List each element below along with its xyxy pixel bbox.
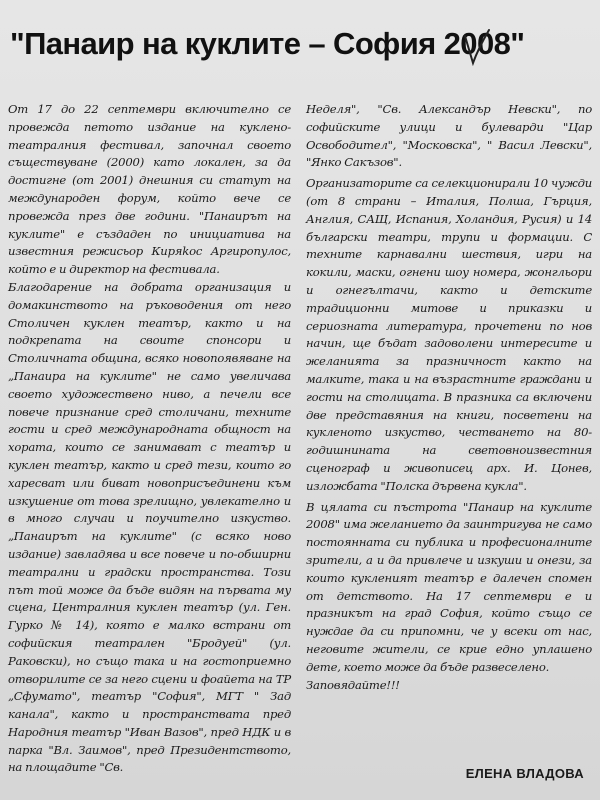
article-title: "Панаир на куклите – София 2008" [10,26,525,61]
author-byline: ЕЛЕНА ВЛАДОВА [465,766,584,781]
paragraph: В цялата си пъстрота "Панаир на куклите 2008" има желанието да заинтригува не само постоянната си публика и професионалните зрители, а и да привлече и изкуши и онези, за които кукленият театър е далечен спомен от детството. На 17 септември е и празникът на град София, който също се нуждае да си припомни, че у всеки от нас, неговите жители, се крие едно уплашено дете, което може да бъде развеселено. [306,499,592,674]
paragraph: От 17 до 22 септември включително се провежда петото издание на кукленo-театралния фестивал, започнал своето съществуване (2000) като локален, за да достигне (от 2001) днешния си статут на международен форум, който вече се провежда през две години. "Панаирът на куклите" е създаден по инициатива на известния режисьор Киряkос Аргиропулос, който е и директор на фестивала. [8,102,291,277]
closing-line: Заповядайте!!! [306,677,400,692]
paragraph: Неделя", "Св. Александър Невски", по софийските улици и булеварди "Цар Освободител", "Московска", " Васил Левски", "Янко Сакъзов". [306,102,592,170]
left-column [8,101,291,777]
paragraph: Организаторите са селекционирали 10 чужди (от 8 страни – Италия, Полша, Гърция, Англия, САЩ, Испания, Холандия, Русия) и 14 български театри, трупи и формации. С техните карнавални шествия, игри на кокили, маски, огнени шоу номера, жонгльори и огнегълтачи, както и детските традиционни митове и приказки и сериозната литература, прочетени по нов начин, ще бъдат задоволени интересите и желанията за празничност както на малките, така и на възрастните граждани и гости на столицата. В празника са включени две представяния на книги, посветени на кукленото изкуство, честването на 80-годишнината на световноизвестния сценограф и живописец арх. И. Цонев, изложбата "Полска дървена кукла". [306,176,592,493]
paragraph: Благодарение на добрата организация и домакинството на ръководения от него Столичен куклен театър, както и на подкрепата на своите спонсори и Столичната община, всяко новопоявяване на „Панаира на куклите" не само увеличава своето художествено ниво, а печели все повече признание сред столичани, техните гости и сред международната общност на хората, които се занимават с театър и куклен театър, както и сред тези, които го харесват или биват новоприсъединени към изкушение от това зрелищно, увлекателно и в много случаи и поучително изкуство. „Панаирът на куклите" (с всяко ново издание) завладява и все повече и по-обширни театрални и градски пространства. Този път той може да бъде видян на първата му сцена, Централния куклен театър (ул. Ген. Гурко № 14), която е малко встрани от софийския театрален "Бродуей" (ул. Раковски), но също така и на гостоприемно отворилите се за него сцени и фоайета на ТР „Сфумато", театър "София", МГТ " Зад канала", както и пространствата пред Народния театър "Иван Вазов", пред НДК и в парка "Вл. Заимов", пред Президентството, на площадите "Св. [8,279,291,775]
pen-check-mark [462,26,492,66]
right-column [306,101,592,694]
